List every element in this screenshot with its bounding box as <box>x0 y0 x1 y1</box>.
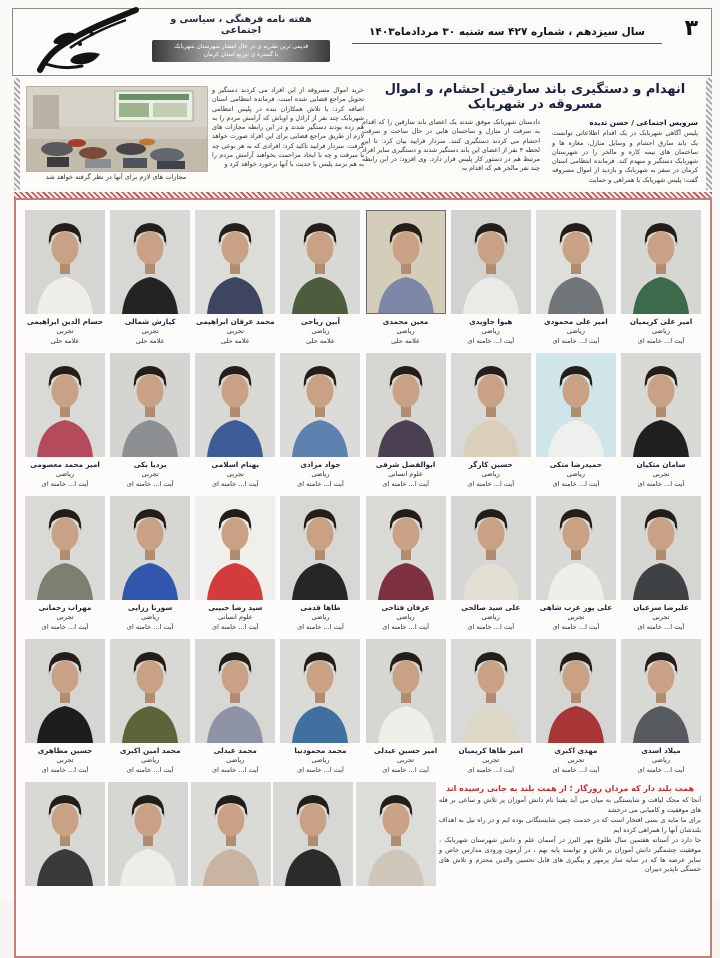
student-cell <box>280 639 360 775</box>
student-track: ریاضی <box>481 470 500 478</box>
student-track: ریاضی <box>141 613 160 621</box>
student-photo <box>25 496 105 600</box>
student-photo <box>108 782 188 886</box>
student-name: امیر محمد معصومی <box>30 460 100 469</box>
student-cell <box>25 353 105 489</box>
student-cell <box>366 639 446 775</box>
masthead-tagline-2: با گستره ی توزیع استان کرمان <box>203 52 279 58</box>
student-track: ریاضی <box>481 327 500 335</box>
student-photo <box>273 782 353 886</box>
student-cell <box>621 353 701 489</box>
student-track: ریاضی <box>396 613 415 621</box>
student-caption <box>25 746 105 775</box>
student-name: سید رضا حبیبی <box>208 603 263 612</box>
student-track: ریاضی <box>651 756 671 764</box>
student-name: امیر حسین عبدلی <box>373 746 438 755</box>
congratulations-title: همت بلند دار که مردان روزگار ؛ از همت بلند به جایی رسیده اند <box>445 784 694 793</box>
student-school: علامه حلی <box>50 336 80 345</box>
student-caption <box>366 460 446 489</box>
student-name: علیرضا سزعیان <box>633 603 689 612</box>
student-school: آیت ا... خامنه ای <box>637 479 685 488</box>
student-track: ریاضی <box>141 756 160 764</box>
student-track: تجربی <box>56 756 74 764</box>
student-photo <box>451 210 531 314</box>
student-photo <box>25 639 105 743</box>
student-name: محمد امین اکبری <box>119 746 181 755</box>
student-caption <box>536 460 616 489</box>
student-cell <box>356 782 436 886</box>
student-name: حسین کارگر <box>468 460 513 469</box>
student-caption <box>366 746 446 775</box>
student-caption <box>195 746 275 775</box>
student-cell <box>195 353 275 489</box>
student-cell <box>195 639 275 775</box>
student-name: سورنا رزایی <box>127 603 173 612</box>
student-caption <box>621 317 701 346</box>
student-name: علی سید صالحی <box>461 603 521 612</box>
student-caption <box>451 460 531 489</box>
student-track: ریاضی <box>311 613 330 621</box>
congratulations-body <box>439 796 701 875</box>
article-text-right: پلیس آگاهی شهربابک در یک اقدام اطلاعاتی توانست یک باند سارق احشام و وسایل منازل، مغازه ها و ساختمان های نیمه کاره و مالخر را در شهرستان شهربابک دستگیر و منهدم کند. فرمانده انتظامی استان کرمان در سفر به شهربابک و بازدید از اموال مسروقه گفت: پلیس شهربابک با همراهی و حمایت <box>552 129 698 184</box>
student-photo <box>280 496 360 600</box>
masthead <box>152 14 330 62</box>
masthead-taglines <box>152 40 330 62</box>
article-photo-seized-goods <box>26 86 208 172</box>
student-name: محمد عرفان ابراهیمی <box>195 317 275 326</box>
student-school: آیت ا... خامنه ای <box>382 622 429 631</box>
student-photo <box>25 782 105 886</box>
student-cell <box>536 639 616 775</box>
student-school: آیت ا... خامنه ای <box>637 336 685 345</box>
student-caption <box>110 460 190 489</box>
article-byline: سرویس اجتماعی / حسن تدیده <box>589 118 698 127</box>
student-cell <box>621 210 701 346</box>
student-cell <box>536 496 616 632</box>
student-track: ریاضی <box>311 756 330 764</box>
student-track: تجربی <box>141 327 159 335</box>
student-track: تجربی <box>482 756 500 764</box>
student-cell <box>621 639 701 775</box>
student-name: امیر علی کریمیان <box>629 317 693 326</box>
student-photo <box>25 210 105 314</box>
student-school: آیت ا... خامنه ای <box>552 336 600 345</box>
masthead-tagline-1: قدیمی ترین نشریه ی در حال انتشار شهرستان شهربابک <box>173 44 309 50</box>
student-caption <box>280 460 360 489</box>
student-school: آیت ا... خامنه ای <box>211 479 259 488</box>
student-caption <box>110 317 190 346</box>
news-article <box>14 78 712 190</box>
student-school: آیت ا... خامنه ای <box>382 765 429 774</box>
student-photo <box>280 639 360 743</box>
student-school: علامه حلی <box>220 336 250 345</box>
article-column-left: خرید اموال مسروقه از این افراد می کردند دستگیر و تحویل مراجع قضایی شده است. فرمانده انتظامی استان اضافه کرد: با تلاش همکاران بنده در پلیس انتظامی شهربابک چند نفر از اراذل و اوباش که آرامش مردم را به هم زده بودند دستگیر شدند و در این رابطه مجازات های لازم از طریق مراجع قضایی برای این افراد صورت خواهد گرفت. سردار فرایید تاکید کرد: افرادی که به هر نوعی چه با سرقت و چه با ایجاد مزاحمت بخواهند آرامش مردم را به هم بزنند پلیس با جدیت با آنها برخورد خواهد کرد و <box>211 86 364 169</box>
student-track: ریاضی <box>566 327 585 335</box>
student-cell <box>451 353 531 489</box>
student-photo <box>366 639 446 743</box>
student-name: آبین ریاحی <box>300 317 340 326</box>
student-school: آیت ا... خامنه ای <box>41 479 89 488</box>
student-school: آیت ا... خامنه ای <box>41 765 89 774</box>
student-cell <box>536 353 616 489</box>
student-cell <box>110 353 190 489</box>
student-photo <box>110 496 190 600</box>
student-school: آیت ا... خامنه ای <box>552 765 600 774</box>
student-cell <box>191 782 271 886</box>
student-photo <box>366 353 446 457</box>
student-name: بهنام اسلامی <box>211 460 260 469</box>
student-caption <box>25 317 105 346</box>
grid-row-1 <box>25 210 701 346</box>
newspaper-logo-calligraphy <box>26 4 148 76</box>
student-school: آیت ا... خامنه ای <box>637 765 685 774</box>
article-border-right <box>706 78 712 190</box>
student-caption <box>195 603 275 632</box>
student-track: تجربی <box>397 756 415 764</box>
student-photo <box>195 210 275 314</box>
student-photo <box>366 210 446 314</box>
student-cell <box>25 639 105 775</box>
student-track: تجربی <box>141 470 159 478</box>
student-cell <box>25 210 105 346</box>
student-school: آیت ا... خامنه ای <box>126 622 174 631</box>
student-caption <box>280 746 360 775</box>
student-photo <box>451 639 531 743</box>
student-caption <box>621 746 701 775</box>
student-name: جواد مرادی <box>300 460 341 469</box>
student-track: ریاضی <box>55 470 75 478</box>
student-caption <box>536 746 616 775</box>
masthead-type: هفته نامه فرهنگی ، سیاسی و اجتماعی <box>170 14 312 36</box>
student-name: علی پور عرب شاهی <box>539 603 613 612</box>
student-photo <box>621 210 701 314</box>
student-school: آیت ا... خامنه ای <box>126 765 174 774</box>
student-cell <box>110 639 190 775</box>
student-cell <box>110 496 190 632</box>
student-track: تجربی <box>567 756 585 764</box>
student-caption <box>195 460 275 489</box>
issue-date-line: سال سیزدهم ، شماره ۴۲۷ سه شنبه ۳۰ مردادماه۱۴۰۳ <box>352 26 662 44</box>
student-school: آیت ا... خامنه ای <box>637 622 685 631</box>
student-school: آیت ا... خامنه ای <box>297 622 344 631</box>
student-photo <box>191 782 271 886</box>
student-photo <box>280 210 360 314</box>
student-school: آیت ا... خامنه ای <box>552 622 600 631</box>
student-caption <box>621 603 701 632</box>
student-school: آیت ا... خامنه ای <box>467 622 515 631</box>
student-track: ریاضی <box>651 327 671 335</box>
student-photo <box>195 639 275 743</box>
article-column-right <box>552 118 698 185</box>
student-name: حسام الدین ابراهیمی <box>26 317 104 326</box>
student-cell <box>366 496 446 632</box>
student-photo <box>195 353 275 457</box>
student-cell <box>110 210 190 346</box>
student-track: تجربی <box>56 327 74 335</box>
student-school: آیت ا... خامنه ای <box>297 765 344 774</box>
congratulations-paragraph: جا دارد در آستانه هفتمین سال طلوع مهر البرز در آسمان علم و دانش شهرستان شهربابک ، موفقیت چشمگیر دانش آموزان پر تلاش و توانمند پایه نهم ، در آزمون ورودی مدارس خاص و سایر عرصه ها که در سایه سار پرمهر و پیگیری های قابل تحسین والدین محترم و تلاش های خستگی ناپذیر دبیران <box>439 836 701 874</box>
student-cell <box>280 210 360 346</box>
article-headline: انهدام و دستگیری باند سارقین احشام، و اموال مسروقه در شهربابک <box>384 82 686 112</box>
student-caption <box>25 603 105 632</box>
student-name: میلاد اسدی <box>641 746 681 755</box>
student-cell <box>280 496 360 632</box>
student-cell <box>536 210 616 346</box>
student-school: آیت ا... خامنه ای <box>467 765 515 774</box>
student-name: سامان متکیان <box>636 460 686 469</box>
student-name: کیارش شمالی <box>124 317 176 326</box>
article-border-left <box>14 78 20 190</box>
student-caption <box>451 603 531 632</box>
student-photo <box>536 639 616 743</box>
grid-row-4 <box>25 639 701 775</box>
honor-students-grid <box>14 198 712 958</box>
student-cell <box>195 210 275 346</box>
student-caption <box>366 603 446 632</box>
student-track: ریاضی <box>311 327 330 335</box>
student-caption <box>536 603 616 632</box>
grid-row-5 <box>25 782 701 886</box>
student-name: مهدی اکبری <box>554 746 598 755</box>
student-cell <box>621 496 701 632</box>
student-name: معین محمدی <box>382 317 429 326</box>
student-track: ریاضی <box>566 470 585 478</box>
student-school: علامه حلی <box>135 336 165 345</box>
student-school: آیت ا... خامنه ای <box>552 479 600 488</box>
student-track: علوم انسانی <box>388 470 423 478</box>
student-caption <box>451 746 531 775</box>
student-photo <box>536 353 616 457</box>
student-caption <box>366 317 446 346</box>
congratulations-paragraph: برای ما مایه ی بسی افتخار است که در خدمت چنین شایستگانی بوده ایم و در راه نیل به اهداف بلندشان آنها را همراهی کرده ایم <box>439 816 701 834</box>
student-photo <box>110 639 190 743</box>
student-cell <box>195 496 275 632</box>
student-photo <box>280 353 360 457</box>
student-cell <box>366 210 446 346</box>
student-photo <box>536 496 616 600</box>
student-school: علامه حلی <box>391 336 420 345</box>
student-name: امیر علی محمودی <box>544 317 608 326</box>
student-name: طاها قدمی <box>300 603 341 612</box>
student-photo <box>451 353 531 457</box>
student-photo <box>110 210 190 314</box>
student-cell <box>451 210 531 346</box>
student-photo <box>621 496 701 600</box>
student-photo <box>110 353 190 457</box>
congratulations-note <box>439 782 701 886</box>
student-school: آیت ا... خامنه ای <box>467 479 515 488</box>
student-cell <box>451 639 531 775</box>
page-number: ۳ <box>684 16 698 41</box>
student-track: ریاضی <box>396 327 415 335</box>
student-track: ریاضی <box>311 470 330 478</box>
grid-row-2 <box>25 353 701 489</box>
student-caption <box>621 460 701 489</box>
article-column-middle: دادستان شهربابک موفق شدند یک اعضای باند سارقین را که اقدام به سرقت از منازل و ساختمان هایی در حال ساخت و سرقت احشام می کردند دستگیری کنند. سردار فرایید بیان کرد: تا این لحظه ۴ نفر از اعضای این باند دستگیر شدند و دستگیری سایر افراد مرتبط هم در دستور کار پلیس قرار دارد. وی افزود: در این رابطه چند نفر مالخر هم که اقدام به <box>362 118 540 173</box>
student-cell <box>25 782 105 886</box>
student-name: ابوالفضل شرفی <box>375 460 436 469</box>
student-caption <box>110 746 190 775</box>
student-caption <box>110 603 190 632</box>
student-school: آیت ا... خامنه ای <box>211 622 259 631</box>
student-cell <box>280 353 360 489</box>
student-name: امیر طاها کریمیان <box>458 746 523 755</box>
grid-row-3 <box>25 496 701 632</box>
student-track: تجربی <box>652 613 670 621</box>
student-track: ریاضی <box>481 613 500 621</box>
student-track: تجربی <box>226 327 244 335</box>
student-track: تجربی <box>56 613 74 621</box>
student-photo <box>356 782 436 886</box>
student-name: بردیا یکی <box>133 460 167 469</box>
student-school: آیت ا... خامنه ای <box>211 765 259 774</box>
student-cell <box>273 782 353 886</box>
student-caption <box>280 317 360 346</box>
student-cell <box>25 496 105 632</box>
student-school: آیت ا... خامنه ای <box>126 479 174 488</box>
student-caption <box>25 460 105 489</box>
student-school: آیت ا... خامنه ای <box>467 336 515 345</box>
student-photo <box>25 353 105 457</box>
student-cell <box>108 782 188 886</box>
student-cell <box>366 353 446 489</box>
student-name: هیوا جاویدی <box>469 317 513 326</box>
student-track: تجربی <box>652 470 670 478</box>
student-school: آیت ا... خامنه ای <box>382 479 429 488</box>
student-photo <box>366 496 446 600</box>
student-name: مهراب رحمانی <box>38 603 92 612</box>
student-name: عرفان فتاحی <box>381 603 430 612</box>
student-school: آیت ا... خامنه ای <box>41 622 89 631</box>
student-name: حمیدرضا متکی <box>549 460 602 469</box>
student-caption <box>280 603 360 632</box>
student-cell <box>451 496 531 632</box>
student-caption <box>451 317 531 346</box>
student-track: تجربی <box>567 613 585 621</box>
student-name: محمد محمودنیا <box>294 746 347 755</box>
student-photo <box>195 496 275 600</box>
student-track: ریاضی <box>226 756 245 764</box>
student-track: علوم انسانی <box>218 613 253 621</box>
student-caption <box>536 317 616 346</box>
student-track: تجربی <box>226 470 244 478</box>
student-photo <box>621 639 701 743</box>
student-name: محمد عبدلی <box>213 746 257 755</box>
student-photo <box>536 210 616 314</box>
article-photo-caption: مجازات های لازم برای آنها در نظر گرفته خواهد شد <box>45 173 187 181</box>
student-school: علامه حلی <box>306 336 335 345</box>
student-photo <box>621 353 701 457</box>
student-school: آیت ا... خامنه ای <box>297 479 344 488</box>
congratulations-paragraph: آنجا که محک لیاقت و شایستگی به میان می آید یقینا نام دانش آموزان پر تلاش و ساعی بر قله های موفقیت و کامیابی می درخشد <box>439 796 701 814</box>
student-caption <box>195 317 275 346</box>
student-name: حسین مظاهری <box>37 746 93 755</box>
student-photo <box>451 496 531 600</box>
